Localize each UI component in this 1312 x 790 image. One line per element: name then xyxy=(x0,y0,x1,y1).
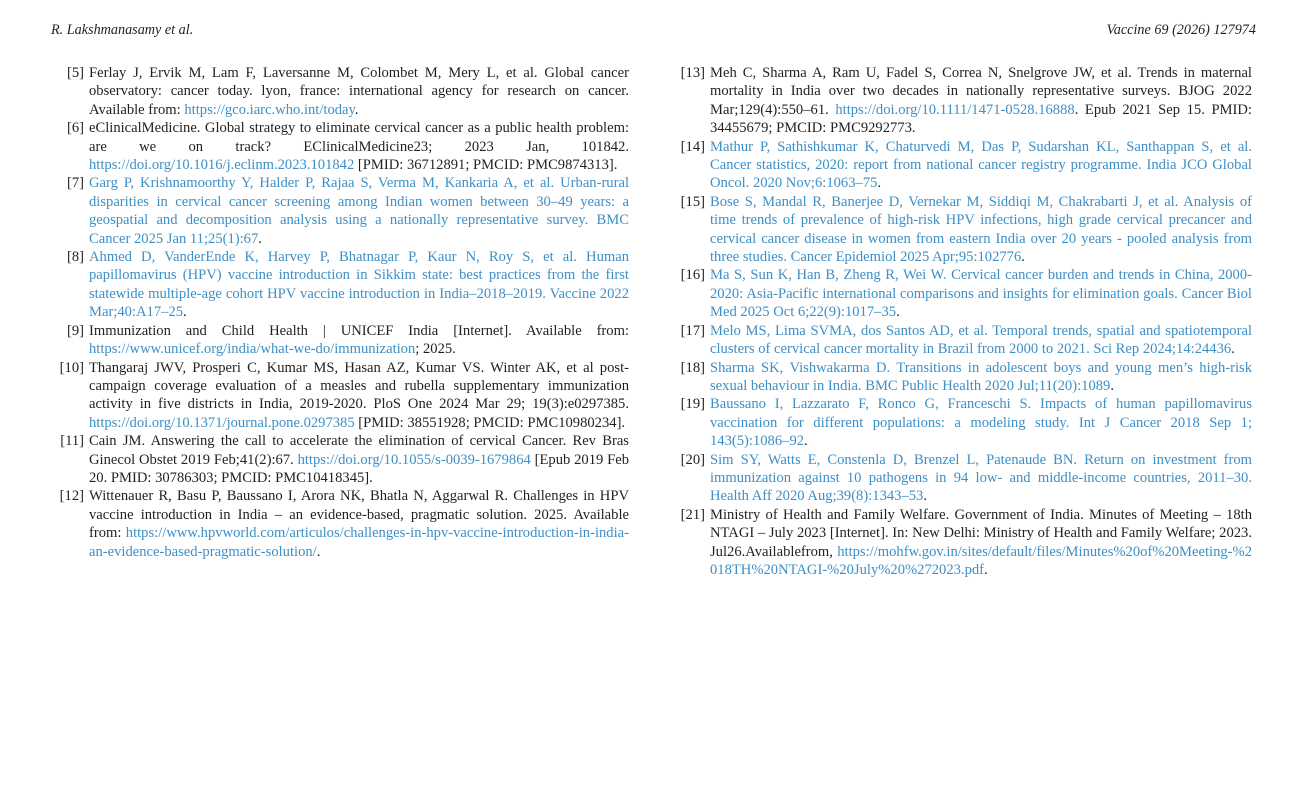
reference-text-segment: . xyxy=(984,561,988,578)
reference-item xyxy=(672,359,1252,396)
reference-number: [14] xyxy=(680,138,705,155)
reference-text xyxy=(89,64,629,119)
reference-link[interactable]: Bose S, Mandal R, Banerjee D, Vernekar M, Siddiqi M, Chakrabarti J, et al. Analysis of time trends of prevalence of high-risk HPV infections, high grade cervical precancer and cervical cancer disease in women from eastern India over 20 years - pooled analysis from three studies. Cancer Epidemiol 2025 Apr;95:102776 xyxy=(710,193,1252,266)
reference-number: [5] xyxy=(66,65,84,81)
reference-text-segment: ; 2025. xyxy=(415,341,456,358)
reference-number: [8] xyxy=(66,249,84,266)
header-authors: R. Lakshmanasamy et al. xyxy=(51,22,194,38)
reference-item xyxy=(51,487,629,561)
reference-text-segment: . xyxy=(354,101,359,118)
reference-text xyxy=(710,266,1252,321)
reference-item xyxy=(672,451,1252,506)
reference-number: [13] xyxy=(680,65,705,81)
reference-text xyxy=(89,119,629,174)
reference-text xyxy=(710,451,1252,506)
reference-link[interactable]: https://doi.org/10.1016/j.eclinm.2023.101842 xyxy=(89,157,355,174)
reference-text-segment: Immunization and Child Health | UNICEF India [Internet]. Available from: xyxy=(89,322,629,339)
reference-link[interactable]: https://mohfw.gov.in/sites/default/files/Minutes%20of%20Meeting-%2018TH%20NTAGI-%20July%20%272023.pdf xyxy=(710,543,1252,578)
header-journal: Vaccine 69 (2026) 127974 xyxy=(1106,22,1256,38)
reference-item xyxy=(51,248,629,322)
reference-text-segment: . xyxy=(1231,341,1235,358)
reference-text xyxy=(89,487,629,561)
reference-text-segment: Meh C, Sharma A, Ram U, Fadel S, Correa N, Snelgrove JW, et al. Trends in maternal mortality in India over two decades in nationally representative surveys. BJOG 2022 Mar;129(4):550–61. xyxy=(710,65,1252,118)
reference-number: [6] xyxy=(66,120,84,137)
reference-number: [17] xyxy=(680,322,705,339)
reference-text xyxy=(710,64,1252,138)
reference-item xyxy=(51,432,629,487)
reference-link[interactable]: Ahmed D, VanderEnde K, Harvey P, Bhatnagar P, Kaur N, Roy S, et al. Human papillomavirus (HPV) vaccine introduction in Sikkim state: best practices from the first statewide multiple-age cohort HPV vaccine introduction in India–2018–2019. Vaccine 2022 Mar;40:A17–25 xyxy=(89,249,629,321)
reference-item xyxy=(672,395,1252,450)
reference-link[interactable]: Sim SY, Watts E, Constenla D, Brenzel L, Patenaude BN. Return on investment from immunization against 10 pathogens in 94 low- and middle-income countries, 2011–30. Health Aff 2020 Aug;39(8):1343–53 xyxy=(710,451,1252,505)
reference-text xyxy=(89,322,629,359)
reference-number: [7] xyxy=(66,175,84,192)
reference-text xyxy=(89,248,629,322)
reference-item xyxy=(51,119,629,174)
reference-item xyxy=(51,359,629,433)
reference-number: [10] xyxy=(59,359,84,376)
reference-item xyxy=(672,322,1252,359)
reference-link[interactable]: Garg P, Krishnamoorthy Y, Halder P, Rajaa S, Verma M, Kankaria A, et al. Urban-rural disparities in cervical cancer screening among Indian women between 30–49 years: a geospatial and decomposition analysis using a nationally representative survey. BMC Cancer 2025 Jan 11;25(1):67 xyxy=(89,175,629,247)
reference-number: [15] xyxy=(680,193,705,210)
reference-number: [16] xyxy=(680,267,705,284)
reference-link[interactable]: https://doi.org/10.1055/s-0039-1679864 xyxy=(297,451,531,468)
reference-text-segment: Ministry of Health and Family Welfare. Government of India. Minutes of Meeting – 18th NTAGI – July 2023 [Internet]. In: New Delhi: Ministry of Health and Family Welfare; 2023. Jul26.Availablefrom, xyxy=(710,506,1252,560)
reference-link[interactable]: https://www.hpvworld.com/articulos/challenges-in-hpv-vaccine-introduction-in-india-an-evidence-based-pragmatic-solution/ xyxy=(89,525,629,560)
reference-item xyxy=(672,506,1252,580)
reference-item xyxy=(51,64,629,119)
reference-item xyxy=(51,174,629,248)
reference-item xyxy=(51,322,629,359)
reference-text xyxy=(710,138,1252,193)
reference-text xyxy=(89,174,629,248)
reference-text xyxy=(89,359,629,433)
reference-link[interactable]: https://www.unicef.org/india/what-we-do/immunization xyxy=(89,341,416,358)
reference-link[interactable]: https://doi.org/10.1371/journal.pone.0297385 xyxy=(89,414,355,431)
reference-text-segment: Thangaraj JWV, Prosperi C, Kumar MS, Hasan AZ, Kumar VS. Winter AK, et al post-campaign coverage evaluation of a measles and rubella supplementary immunization activity in five districts in India, 2019-2020. PloS One 2024 Mar 29; 19(3):e0297385. xyxy=(89,359,629,413)
reference-text-segment: Wittenauer R, Basu P, Baussano I, Arora NK, Bhatla N, Aggarwal R. Challenges in HPV vaccine introduction in India – an evidence-based, pragmatic solution. 2025. Available from: xyxy=(89,488,629,542)
reference-text xyxy=(710,359,1252,396)
reference-link[interactable]: https://gco.iarc.who.int/today xyxy=(184,101,355,118)
reference-number: [18] xyxy=(680,359,705,376)
reference-link[interactable]: Sharma SK, Vishwakarma D. Transitions in adolescent boys and young men’s high-risk sexual behaviour in India. BMC Public Health 2020 Jul;11(20):1089 xyxy=(710,359,1252,394)
reference-text xyxy=(710,395,1252,450)
reference-link[interactable]: Melo MS, Lima SVMA, dos Santos AD, et al. Temporal trends, spatial and spatiotemporal clusters of cervical cancer mortality in Brazil from 2000 to 2021. Sci Rep 2024;14:24436 xyxy=(710,322,1252,358)
reference-column-left xyxy=(51,64,629,561)
reference-text-segment: [PMID: 38551928; PMCID: PMC10980234]. xyxy=(354,414,626,431)
reference-number: [21] xyxy=(680,506,705,523)
reference-text xyxy=(89,432,629,487)
reference-number: [19] xyxy=(680,396,705,413)
reference-item xyxy=(672,138,1252,193)
running-header xyxy=(51,21,1256,39)
reference-text-segment: . xyxy=(877,175,882,192)
reference-link[interactable]: Baussano I, Lazzarato F, Ronco G, Franceschi S. Impacts of human papillomavirus vaccination for different populations: a modeling study. Int J Cancer 2018 Sep 1; 143(5):1086–92 xyxy=(710,396,1252,450)
reference-link[interactable]: Ma S, Sun K, Han B, Zheng R, Wei W. Cervical cancer burden and trends in China, 2000-2020: Asia-Pacific international comparisons and insights for elimination goals. Cancer Biol Med 2025 Oct 6;22(9):1017–35 xyxy=(710,267,1252,321)
reference-text-segment: . xyxy=(316,543,321,560)
reference-text-segment: Cain JM. Answering the call to accelerate the elimination of cervical Cancer. Rev Bras Ginecol Obstet 2019 Feb;41(2):67. xyxy=(89,433,629,468)
reference-item xyxy=(672,64,1252,138)
reference-text-segment: . Epub 2021 Sep 15. PMID: 34455679; PMCID: PMC9292773. xyxy=(710,101,1252,137)
reference-text xyxy=(710,322,1252,359)
reference-number: [11] xyxy=(60,433,84,450)
reference-text-segment: . xyxy=(258,230,262,247)
reference-text-segment: . xyxy=(896,304,900,321)
reference-item xyxy=(672,266,1252,321)
reference-text-segment: . xyxy=(1110,377,1114,394)
reference-link[interactable]: Mathur P, Sathishkumar K, Chaturvedi M, Das P, Sudarshan KL, Santhappan S, et al. Cancer statistics, 2020: report from national cancer registry programme. India JCO Global Oncol. 2020 Nov;6:1063–75 xyxy=(710,138,1252,192)
reference-text xyxy=(710,506,1252,580)
reference-text-segment: [Epub 2019 Feb 20. PMID: 30786303; PMCID: PMC10418345]. xyxy=(89,451,629,486)
reference-number: [9] xyxy=(66,322,84,339)
reference-text-segment: eClinicalMedicine. Global strategy to eliminate cervical cancer as a public health problem: are we on track? EClinicalMedicine23; 2023 Jan, 101842. xyxy=(89,120,629,155)
reference-text-segment: [PMID: 36712891; PMCID: PMC9874313]. xyxy=(354,157,618,174)
reference-text-segment: . xyxy=(923,488,928,505)
reference-link[interactable]: https://doi.org/10.1111/1471-0528.16888 xyxy=(835,101,1075,118)
reference-number: [12] xyxy=(59,488,84,505)
reference-text xyxy=(710,193,1252,267)
reference-text-segment: . xyxy=(1021,249,1025,266)
reference-text-segment: . xyxy=(804,433,808,450)
reference-item xyxy=(672,193,1252,267)
reference-number: [20] xyxy=(680,451,705,468)
reference-column-right xyxy=(672,64,1252,579)
reference-text-segment: Ferlay J, Ervik M, Lam F, Laversanne M, Colombet M, Mery L, et al. Global cancer observatory: cancer today. lyon, france: international agency for research on cancer. Available from: xyxy=(89,65,629,118)
reference-text-segment: . xyxy=(183,304,187,321)
